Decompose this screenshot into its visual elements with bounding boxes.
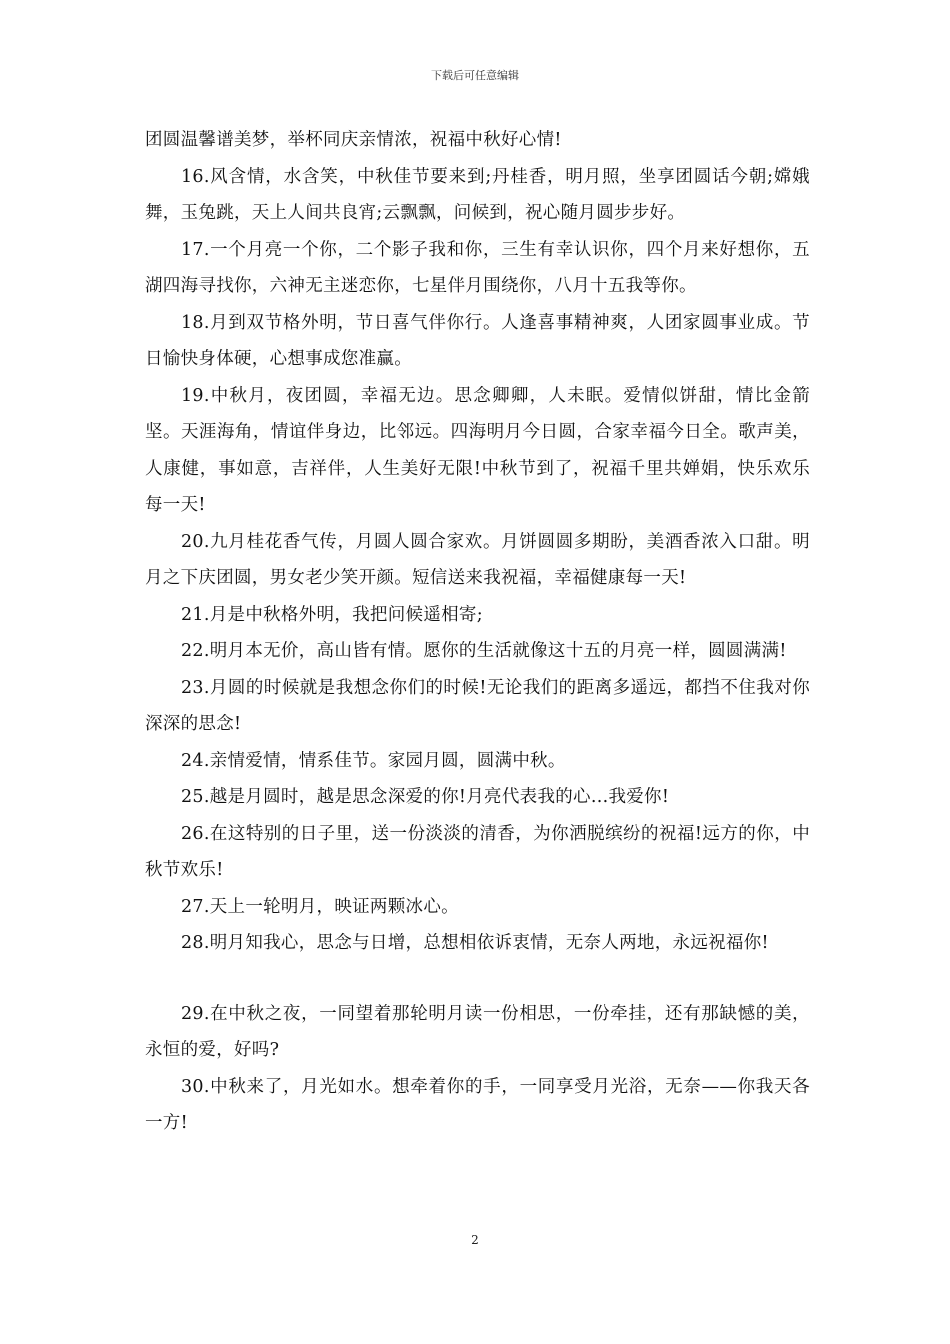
paragraph-20: 20.九月桂花香气传，月圆人圆合家欢。月饼圆圆多期盼，美酒香浓入口甜。明月之下庆团圆，男女老少笑开颜。短信送来我祝福，幸福健康每一天!: [145, 531, 810, 588]
paragraph-28: 28.明月知我心，思念与日增，总想相依诉衷情，无奈人两地，永远祝福你!: [181, 933, 769, 953]
paragraph-30: 30.中秋来了，月光如水。想牵着你的手，一同享受月光浴，无奈——你我天各一方!: [145, 1076, 810, 1133]
paragraph-24: 24.亲情爱情，情系佳节。家园月圆，圆满中秋。: [181, 750, 566, 771]
paragraph-25: 25.越是月圆时，越是思念深爱的你!月亮代表我的心...我爱你!: [181, 787, 670, 807]
paragraph-17: 17.一个月亮一个你，二个影子我和你，三生有幸认识你，四个月来好想你，五湖四海寻找你，六神无主迷恋你，七星伴月围绕你，八月十五我等你。: [145, 239, 810, 296]
document-body: [145, 122, 810, 1142]
paragraph-19: 19.中秋月，夜团圆，幸福无边。思念卿卿，人未眠。爱情似饼甜，情比金箭坚。天涯海角，情谊伴身边，比邻远。四海明月今日圆，合家幸福今日全。歌声美，人康健，事如意，吉祥伴，人生美好无限!中秋节到了，祝福千里共婵娟，快乐欢乐每一天!: [145, 385, 810, 515]
paragraph-27: 27.天上一轮明月，映证两颗冰心。: [181, 896, 459, 917]
paragraph-18: 18.月到双节格外明，节日喜气伴你行。人逢喜事精神爽，人团家圆事业成。节日愉快身体硬，心想事成您准赢。: [145, 312, 810, 369]
paragraph-29: 29.在中秋之夜，一同望着那轮明月读一份相思，一份牵挂，还有那缺憾的美，永恒的爱，好吗?: [145, 1003, 810, 1060]
page-header: 下载后可任意编辑: [431, 69, 519, 82]
paragraph-21: 21.月是中秋格外明，我把问候遥相寄;: [181, 604, 483, 625]
paragraph-spacer: [145, 962, 810, 996]
paragraph-16: 16.风含情，水含笑，中秋佳节要来到;丹桂香，明月照，坐享团圆话今朝;嫦娥舞，玉兔跳，天上人间共良宵;云飘飘，问候到，祝心随月圆步步好。: [145, 166, 810, 223]
paragraph-continuation: 团圆温馨谱美梦，举杯同庆亲情浓，祝福中秋好心情!: [145, 130, 562, 150]
paragraph-22: 22.明月本无价，高山皆有情。愿你的生活就像这十五的月亮一样，圆圆满满!: [181, 641, 787, 661]
paragraph-26: 26.在这特别的日子里，送一份淡淡的清香，为你洒脱缤纷的祝福!远方的你，中秋节欢乐!: [145, 823, 810, 880]
page-number: 2: [471, 1233, 479, 1247]
paragraph-23: 23.月圆的时候就是我想念你们的时候!无论我们的距离多遥远，都挡不住我对你深深的思念!: [145, 677, 810, 734]
